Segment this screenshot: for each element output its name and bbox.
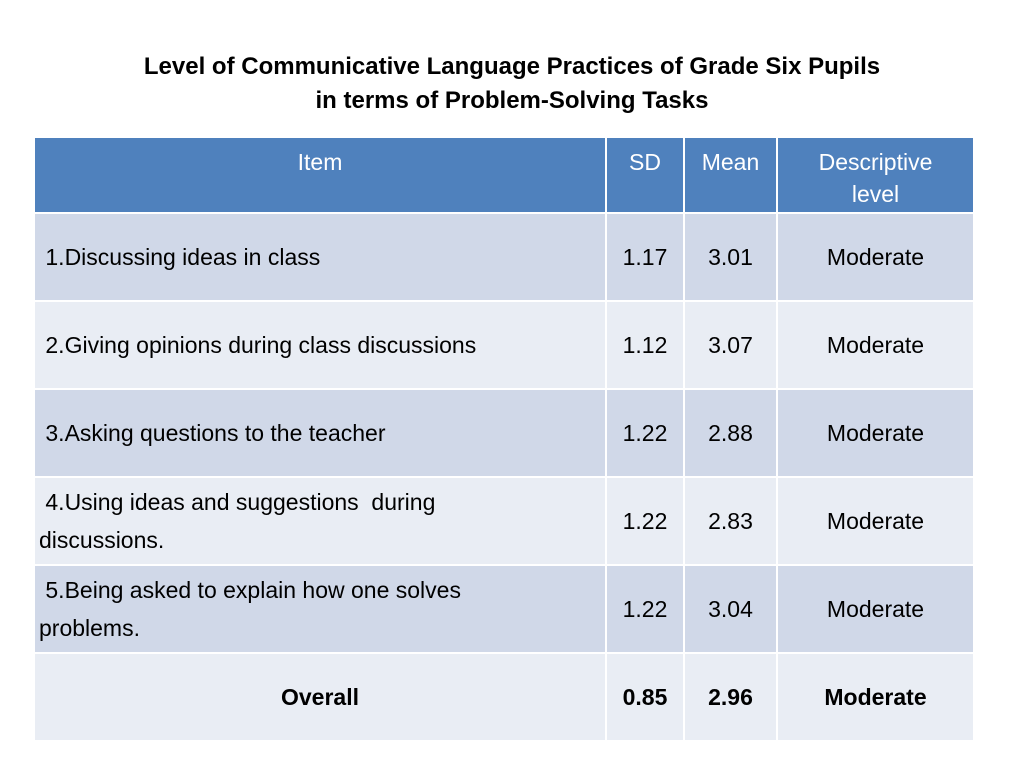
item-text: 3.Asking questions to the teacher (39, 420, 386, 446)
cell-item (34, 213, 606, 301)
header-level-line-1: Descriptive (818, 149, 933, 175)
item-text-line-2: discussions. (39, 527, 165, 553)
cell-mean: 3.01 (684, 213, 777, 301)
results-table (33, 136, 975, 742)
table-row (34, 565, 974, 653)
table-row (34, 389, 974, 477)
cell-overall-label: Overall (34, 653, 606, 741)
header-level-line-2: level (851, 181, 900, 207)
cell-item (34, 565, 606, 653)
header-mean: Mean (684, 137, 777, 213)
header-descriptive-level (777, 137, 974, 213)
table-row-overall (34, 653, 974, 741)
cell-item (34, 389, 606, 477)
header-sd: SD (606, 137, 684, 213)
title-line-1: Level of Communicative Language Practices of Grade Six Pupils (143, 53, 881, 80)
cell-sd: 1.22 (606, 477, 684, 565)
item-text-line-1: 5.Being asked to explain how one solves (39, 577, 461, 603)
cell-overall-sd: 0.85 (606, 653, 684, 741)
cell-level: Moderate (777, 301, 974, 389)
cell-item (34, 477, 606, 565)
cell-overall-mean: 2.96 (684, 653, 777, 741)
table-row (34, 213, 974, 301)
cell-mean: 2.83 (684, 477, 777, 565)
cell-overall-level: Moderate (777, 653, 974, 741)
page-title (0, 50, 1024, 118)
cell-sd: 1.22 (606, 389, 684, 477)
item-text-line-2: problems. (39, 615, 140, 641)
item-text: 1.Discussing ideas in class (39, 244, 321, 270)
cell-level: Moderate (777, 389, 974, 477)
cell-level: Moderate (777, 565, 974, 653)
table-row (34, 301, 974, 389)
cell-level: Moderate (777, 213, 974, 301)
header-item: Item (34, 137, 606, 213)
item-text-line-1: 4.Using ideas and suggestions during (39, 489, 436, 515)
cell-mean: 3.07 (684, 301, 777, 389)
title-line-2: in terms of Problem-Solving Tasks (315, 87, 709, 114)
table-header-row (34, 137, 974, 213)
cell-mean: 3.04 (684, 565, 777, 653)
item-text: 2.Giving opinions during class discussions (39, 332, 477, 358)
cell-item (34, 301, 606, 389)
cell-mean: 2.88 (684, 389, 777, 477)
table-row (34, 477, 974, 565)
cell-sd: 1.17 (606, 213, 684, 301)
cell-level: Moderate (777, 477, 974, 565)
cell-sd: 1.22 (606, 565, 684, 653)
cell-sd: 1.12 (606, 301, 684, 389)
